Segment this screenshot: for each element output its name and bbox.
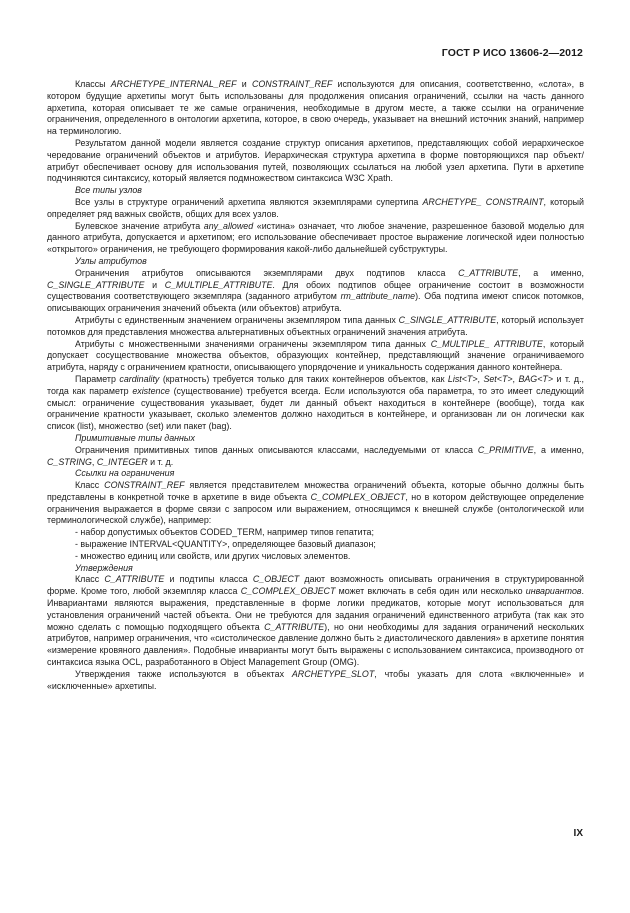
paragraph: Утверждения также используются в объектах ARCHETYPE_SLOT, чтобы указать для слота «включенные» и «исключенные» архетипы. xyxy=(47,668,585,691)
paragraph: Класс C_ATTRIBUTE и подтипы класса C_OBJECT дают возможность описывать ограничения в структурированной форме. Кроме того, любой экземпляр класса C_COMPLEX_OBJECT может включать в себя один или несколько инвариантов. Инвариантами являются выражения, представленные в форме логики предикатов, которые могут использоваться для установления ограничений частей объекта. Они не требуются для задания ограничений единственного атрибута (так как это можно сделать с помощью подходящего объекта C_ATTRIBUTE), но они необходимы для задания ограничений нескольких атрибутов, например ограничения, что «систолическое давление должно быть ≥ диастолического давления» в архетипе понятия «измерение кровяного давления». Подобные инварианты могут быть выражены с использованием синтаксиса, производного от синтаксиса языка OCL, разработанного в Object Management Group (OMG). xyxy=(47,574,585,668)
paragraph: Классы ARCHETYPE_INTERNAL_REF и CONSTRAINT_REF используются для описания, соответственно, «слота», в котором будущие архетипы могут быть использованы для продолжения описания ограничений, ссылки на часть данного архетипа, которая описывает те же самые ограничения, необходимые в другом месте, а также ссылки на ограничение ограничения, определенного в онтологии архетипа, которое, в свою очередь, указывает на внешний источник знаний, например на терминологию. xyxy=(47,79,584,137)
list-item: - множество единиц или свойств, или других числовых элементов. xyxy=(75,550,351,561)
paragraph: Параметр cardinality (кратность) требуется только для таких контейнеров объектов, как List<T>, Set<T>, BAG<T> и т. д., тогда как параметр existence (существование) требуется всегда. Если используются оба параметра, то это имеет следующий смысл: ограничение существования указывает, будет ли данный объект находиться в контейнере (вообще), тогда как ограничение кратности указывает, сколько элементов должно находиться в контейнере, и организован ли он логически как список (list), множество (set) или пакет (bag). xyxy=(47,373,584,432)
paragraph: Атрибуты с единственным значением ограничены экземпляром типа данных C_SINGLE_ATTRIBUTE, который использует потомков для представления множества альтернативных объектных ограничений значения атрибута. xyxy=(47,314,584,337)
section-heading: Примитивные типы данных xyxy=(75,432,195,443)
section-heading: Ссылки на ограничения xyxy=(75,468,175,479)
list-item: - выражение INTERVAL<QUANTITY>, определяющее базовый диапазон; xyxy=(75,539,376,550)
paragraph: Класс CONSTRAINT_REF является представителем множества ограничений объекта, которые обычно должны быть представлены в конкретной точке в архетипе в виде объекта C_COMPLEX_OBJECT, но в котором действующее определение ограничения выражается в форме связи с запросом или выражением, относящимся к внешней службе (онтологической или терминологической службе), например: xyxy=(47,480,585,526)
paragraph: Все узлы в структуре ограничений архетипа являются экземплярами супертипа ARCHETYPE_ CONSTRAINT, который определяет ряд важных свойств, общих для всех узлов. xyxy=(47,196,585,219)
paragraph: Ограничения атрибутов описываются экземплярами двух подтипов класса C_ATTRIBUTE, а именно, C_SINGLE_ATTRIBUTE и C_MULTIPLE_ATTRIBUTE. Для обоих подтипов общее ограничение состоит в возможности существования соответствующего экземпляра (заданного атрибутом rm_attribute_name). Оба подтипа имеют список потомков, описывающих ограничения значений объекта (или объектов) атрибута. xyxy=(47,267,584,314)
section-heading: Все типы узлов xyxy=(75,185,142,196)
body-text xyxy=(47,79,584,692)
paragraph: Булевское значение атрибута any_allowed «истина» означает, что любое значение, разрешенное базовой моделью для данного атрибута, допускается и архетипом; его использование обеспечивает простое выражение логической идеи полностью «открытого» ограничения, не требующего формирования какой-либо дальнейшей субструктуры. xyxy=(47,220,584,255)
paragraph: Результатом данной модели является создание структур описания архетипов, представляющих собой иерархическое чередование ограничений объектов и атрибутов. Иерархическая структура архетипа в форме повторяющихся пар объект/атрибут обеспечивает основу для использования путей, позволяющих ссылаться на любой узел архетипа. Пути в архетипе подчиняются синтаксису, который является подмножеством синтаксиса W3C Xpath. xyxy=(47,137,584,184)
standard-header: ГОСТ Р ИСО 13606-2—2012 xyxy=(441,47,583,59)
section-heading: Утверждения xyxy=(75,562,133,573)
section-heading: Узлы атрибутов xyxy=(75,255,147,266)
list-item: - набор допустимых объектов CODED_TERM, например типов гепатита; xyxy=(75,527,374,538)
paragraph: Атрибуты с множественными значениями ограничены экземпляром типа данных C_MULTIPLE_ ATTRIBUTE, который допускает сосуществование множества объектов, образующих контейнер, представляющий значение ограничиваемого атрибута, наряду с ограничением кратности, описывающего упорядочение и уникальность содержания данного контейнера. xyxy=(47,338,585,373)
paragraph: Ограничения примитивных типов данных описываются классами, наследуемыми от класса C_PRIMITIVE, а именно, C_STRING, C_INTEGER и т. д. xyxy=(47,444,584,467)
page-number: IX xyxy=(573,828,583,839)
